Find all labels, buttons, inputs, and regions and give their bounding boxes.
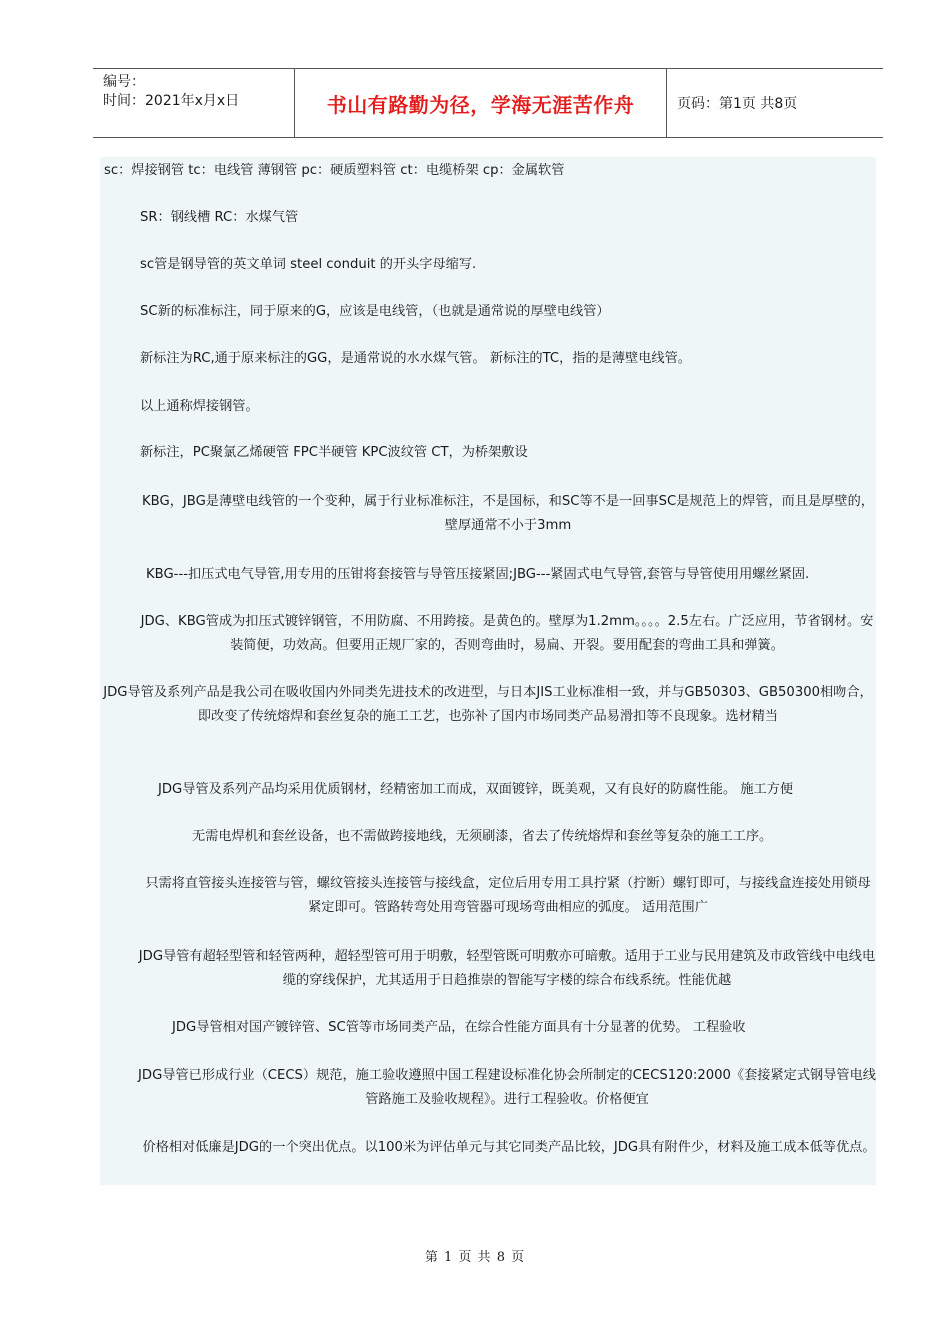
paragraph: KBG，JBG是薄壁电线管的一个变种，属于行业标准标注，不是国标，和SC等不是一回事SC是规范上的焊管，而且是厚壁的，壁厚通常不小于3mm — [142, 494, 874, 533]
header-meta — [93, 69, 295, 137]
header-motto-cell — [295, 69, 667, 137]
motto: 书山有路勤为径，学海无涯苦作舟 — [326, 92, 635, 117]
paragraph: 无需电焊机和套丝设备，也不需做跨接地线，无须刷漆，省去了传统熔焊和套丝等复杂的施工工序。 — [192, 829, 773, 844]
paragraph: JDG导管及系列产品是我公司在吸收国内外同类先进技术的改进型，与日本JIS工业标准相一致，并与GB50303、GB50300相吻合，即改变了传统熔焊和套丝复杂的施工工艺，也弥补了国内市场同类产品易滑扣等不良现象。选材精当 — [103, 685, 873, 724]
paragraph: 新标注为RC,通于原来标注的GG，是通常说的水水煤气管。 新标注的TC，指的是薄壁电线管。 — [140, 351, 691, 366]
page-footer: 第 1 页 共 8 页 — [424, 1250, 526, 1265]
document-header — [93, 68, 883, 138]
paragraph: sc管是钢导管的英文单词 steel conduit 的开头字母缩写. — [140, 257, 477, 272]
paragraph: 价格相对低廉是JDG的一个突出优点。以100米为评估单元与其它同类产品比较，JDG具有附件少，材料及施工成本低等优点。 — [142, 1140, 876, 1155]
paragraph: 只需将直管接头连接管与管，螺纹管接头连接管与接线盒，定位后用专用工具拧紧（拧断）螺钉即可，与接线盒连接处用锁母紧定即可。管路转弯处用弯管器可现场弯曲相应的弧度。 适用范围广 — [145, 876, 871, 915]
paragraph: 新标注，PC聚氯乙烯硬管 FPC半硬管 KPC波纹管 CT，为桥架敷设 — [140, 445, 528, 460]
paragraph: JDG导管相对国产镀锌管、SC管等市场同类产品，在综合性能方面具有十分显著的优势。 工程验收 — [172, 1020, 746, 1035]
code-label: 编号： — [103, 74, 145, 90]
paragraph: SC新的标准标注，同于原来的G，应该是电线管，（也就是通常说的厚壁电线管） — [140, 304, 610, 319]
paragraph: JDG导管及系列产品均采用优质钢材，经精密加工而成，双面镀锌，既美观，又有良好的防腐性能。 施工方便 — [158, 782, 794, 797]
time-label: 时间：2021年x月x日 — [103, 93, 240, 109]
paragraph: SR：钢线槽 RC：水煤气管 — [140, 210, 299, 225]
header-page-cell — [667, 69, 883, 137]
paragraph: JDG导管有超轻型管和轻管两种，超轻型管可用于明敷，轻型管既可明敷亦可暗敷。适用于工业与民用建筑及市政管线中电线电缆的穿线保护，尤其适用于日趋推崇的智能写字楼的综合布线系统。性能优越 — [138, 949, 876, 988]
paragraph: KBG---扣压式电气导管,用专用的压钳将套接管与导管压接紧固;JBG---紧固式电气导管,套管与导管使用用螺丝紧固. — [146, 567, 810, 582]
paragraph: JDG导管已形成行业（CECS）规范，施工验收遵照中国工程建设标准化协会所制定的CECS120:2000《套接紧定式钢导管电线管路施工及验收规程》。进行工程验收。价格便宜 — [138, 1068, 876, 1107]
paragraph: sc：焊接钢管 tc：电线管 薄钢管 pc：硬质塑料管 ct：电缆桥架 cp：金属软管 — [104, 163, 565, 178]
paragraph: JDG、KBG管成为扣压式镀锌钢管，不用防腐、不用跨接。是黄色的。壁厚为1.2mm。。。。2.5左右。广泛应用，节省钢材。安装简便，功效高。但要用正规厂家的，否则弯曲时，易扁、开裂。要用配套的弯曲工具和弹簧。 — [140, 614, 874, 653]
page-info: 页码：第1页 共8页 — [677, 96, 798, 112]
paragraph: 以上通称焊接钢管。 — [140, 399, 259, 414]
